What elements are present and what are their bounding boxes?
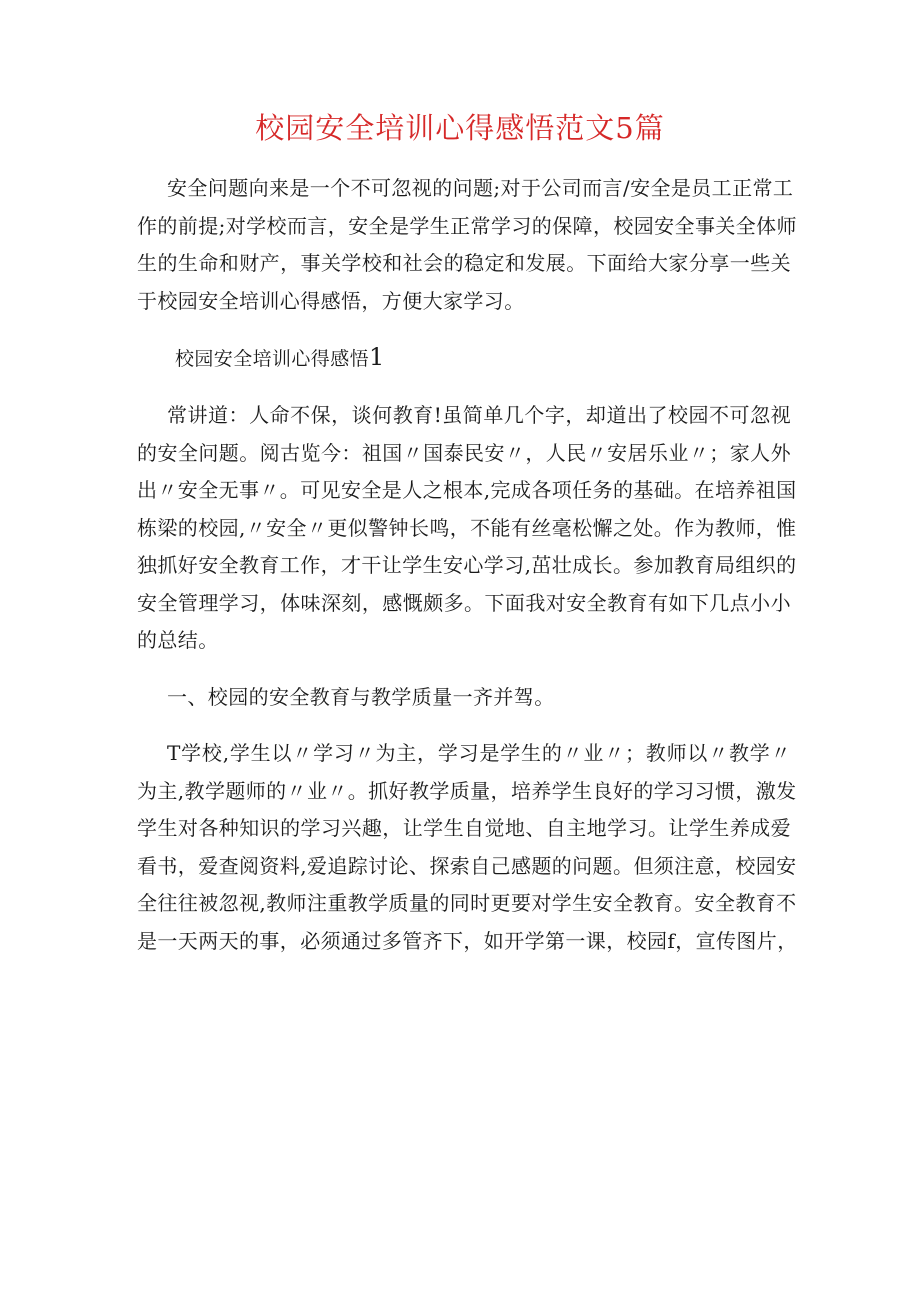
- p2-line-3: 学生对各种知识的学习兴趣，让学生自觉地、自主地学习。让学生养成爱: [137, 816, 791, 840]
- p1-line-4: 栋梁的校园,〃安全〃更似警钟长鸣，不能有丝毫松懈之处。作为教师，惟: [137, 515, 797, 540]
- p1-line-3: 出〃安全无事〃。可见安全是人之根本,完成各项任务的基础。在培养祖国: [137, 478, 797, 502]
- intro-paragraph: [137, 170, 797, 320]
- p2-line-5: 全往往被忽视,教师注重教学质量的同时更要对学生安全教育。安全教育不: [137, 891, 797, 915]
- p1-line-1: 常讲道：人命不保，谈何教育!虽简单几个字，却道出了校园不可忽视: [167, 403, 791, 427]
- spacer: [137, 716, 791, 735]
- spacer: [137, 320, 791, 339]
- paragraph-2: [137, 735, 798, 960]
- paragraph-1: [137, 397, 797, 660]
- p2-line-1: T学校,学生以〃学习〃为主，学习是学生的〃业〃；教师以〃教学〃: [167, 741, 791, 765]
- spacer: [137, 660, 791, 679]
- intro-line-1: 安全问题向来是一个不可忽视的问题;对于公司而言/安全是员工正常工: [167, 176, 794, 200]
- section-heading-number: 1: [369, 343, 385, 371]
- p1-line-5: 独抓好安全教育工作，才干让学生安心学习,茁壮成长。参加教育局组织的: [137, 553, 797, 577]
- p2-line-2: 为主,教学题师的〃业〃。抓好教学质量，培养学生良好的学习习惯，激发: [137, 778, 797, 803]
- intro-line-4: 于校园安全培训心得感悟，方便大家学习。: [137, 288, 525, 313]
- intro-line-2: 作的前提;对学校而言，安全是学生正常学习的保障，校园安全事关全体师: [137, 213, 797, 238]
- section-heading-text: 校园安全培训心得感悟: [175, 348, 370, 370]
- p1-line-7: 的总结。: [137, 628, 219, 652]
- p1-line-6: 安全管理学习，体味深刻，感慨颇多。下面我对安全教育有如下几点小小: [137, 590, 791, 615]
- document-title: 校园安全培训心得感悟范文5篇: [255, 111, 665, 145]
- section-heading: [137, 339, 791, 378]
- p2-line-4: 看书，爱查阅资料,爱追踪讨论、探索自己感题的问题。但须注意，校园安: [137, 853, 797, 878]
- intro-line-3: 生的生命和财产，事关学校和社会的稳定和发展。下面给大家分享一些关: [137, 251, 791, 275]
- p1-line-2: 的安全问题。阅古览今：祖国〃国泰民安〃，人民〃安居乐业〃；家人外: [137, 440, 791, 465]
- spacer: [137, 378, 791, 397]
- p2-line-6: 是一天两天的事，必须通过多管齐下，如开学第一课，校园f，宣传图片，: [137, 928, 798, 953]
- document-body: [137, 170, 798, 960]
- point-1-heading: 一、校园的安全教育与教学质量一齐并驾。: [167, 684, 555, 709]
